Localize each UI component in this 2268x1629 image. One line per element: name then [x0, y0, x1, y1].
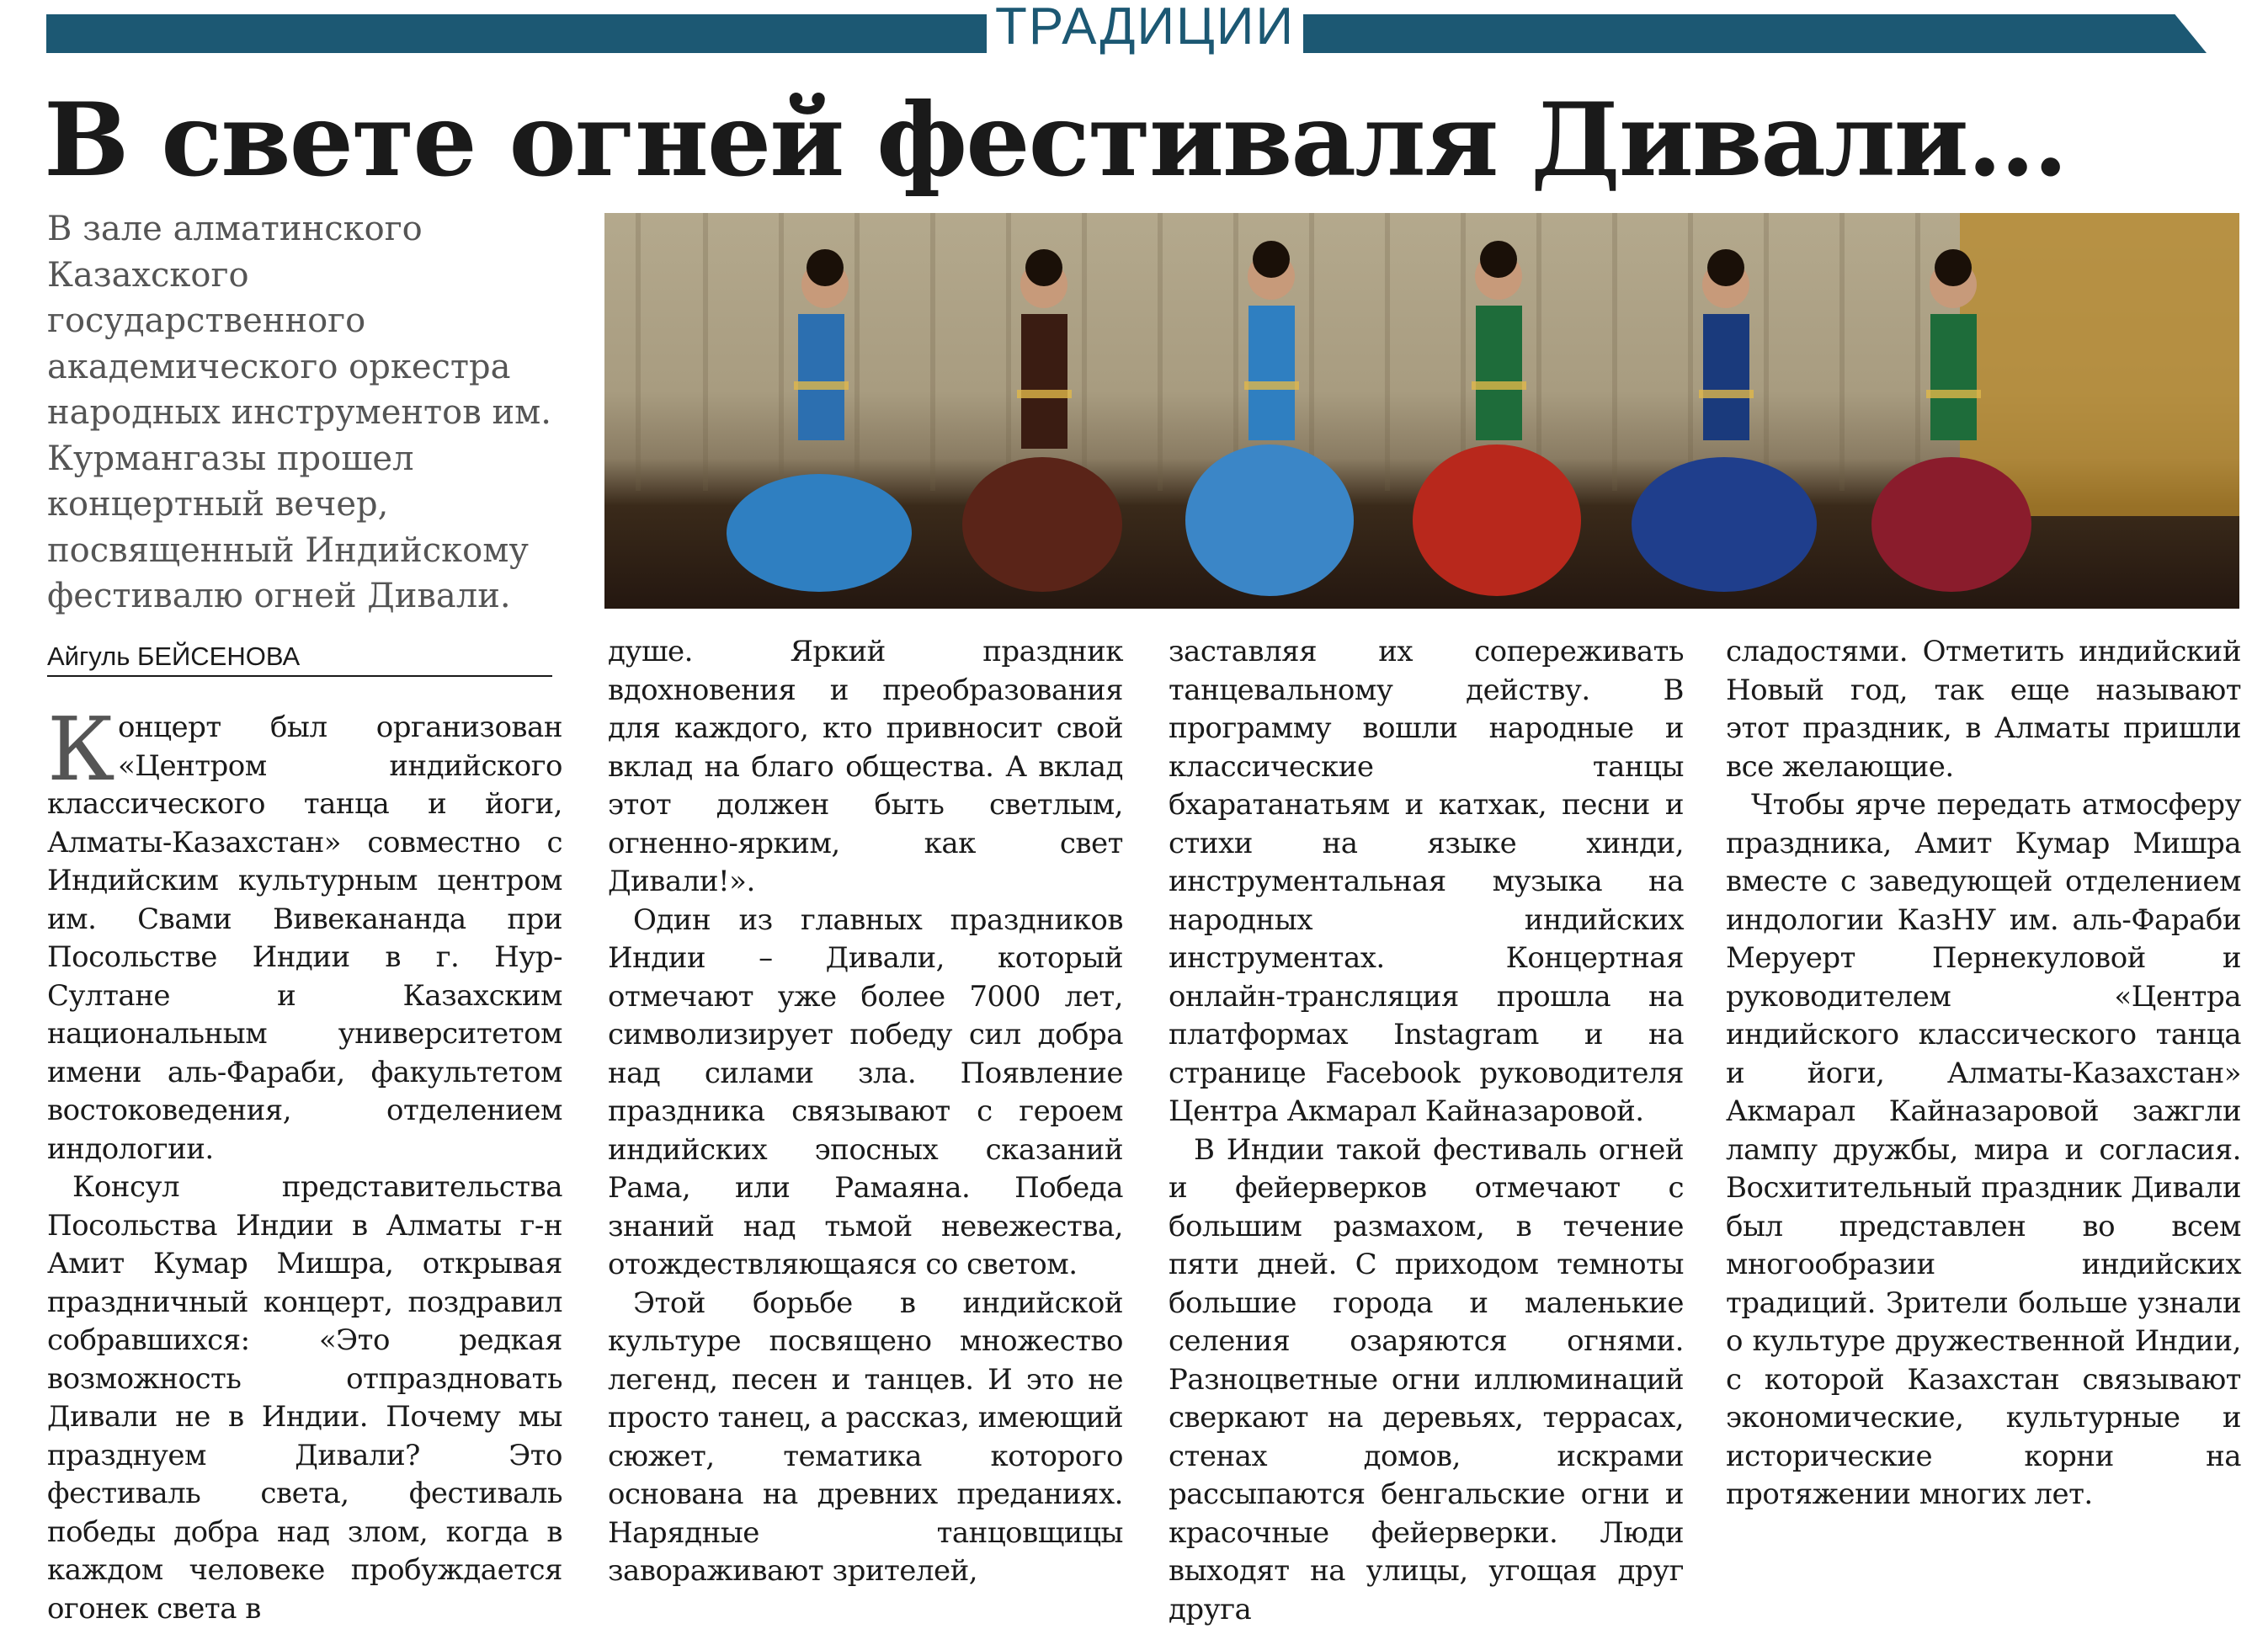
- article-lead: [47, 206, 552, 620]
- paragraph-text: онцерт был организован «Центром индийского классического танца и йоги, Алматы-Казахстан» совместно с Индийским культурным центром им. Свами Вивекананда при Посольстве Индии в г. Нур-Султане и Казахским национальным университетом имени аль-Фараби, факультетом востоковедения, отделением индологии.: [47, 711, 562, 1166]
- article-byline: Айгуль БЕЙСЕНОВА: [47, 640, 552, 677]
- rubric-bar-right: [1303, 14, 2207, 53]
- rubric-bar-left: [46, 14, 987, 53]
- article-column-1: [47, 709, 562, 1492]
- paragraph: Чтобы ярче передать атмосферу праздника, Амит Кумар Мишра вместе с заведующей отделением индологии КазНУ им. аль-Фараби Меруерт Пернекуловой и руководителем «Центра индийского классического танца и йоги, Алматы-Казахстан» Акмарал Кайназаровой зажгли лампу дружбы, мира и согласия. Восхитительный праздник Дивали был представлен во всем многообразии индийских традиций. Зрители больше узнали о культуре дружественной Индии, с которой Казахстан связывают экономические, культурные и исторические корни на протяжении многих лет.: [1726, 786, 2241, 1515]
- article-column-3: [1169, 633, 1684, 1492]
- paragraph: сладостями. Отметить индийский Новый год, так еще называют этот праздник, в Алматы пришли все желающие.: [1726, 633, 2241, 786]
- paragraph: заставляя их сопереживать танцевальному действу. В программу вошли народные и классические танцы бхаратанатьям и катхак, песни и стихи на языке хинди, инструментальная музыка на народных индийских инструментах. Концертная онлайн-трансляция прошла на платформах Instagram и на странице Facebook руководителя Центра Акмарал Кайназаровой.: [1169, 633, 1684, 1131]
- drop-cap: К: [47, 709, 118, 783]
- lead-text: В зале алматинского Казахского государственного академического оркестра народных инструментов им. Курмангазы прошел концертный вечер, посвященный Индийскому фестивалю огней Дивали.: [47, 206, 552, 620]
- article-headline: В свете огней фестиваля Дивали…: [44, 77, 2216, 204]
- paragraph: [47, 709, 562, 1169]
- article-column-2: [608, 633, 1123, 1492]
- dancers-photo-icon: [604, 213, 2239, 609]
- paragraph: В Индии такой фестиваль огней и фейерверков отмечают с большим размахом, в течение пяти дней. С приходом темноты большие города и маленькие селения озаряются огнями. Разноцветные огни иллюминаций сверкают на деревьях, террасах, стенах домов, искрами рассыпаются бенгальские огни и красочные фейерверки. Люди выходят на улицы, угощая друг друга: [1169, 1131, 1684, 1629]
- dancers-photo: [604, 213, 2239, 609]
- paragraph: Один из главных праздников Индии – Дивали, который отмечают уже более 7000 лет, символизирует победу сил добра над силами зла. Появление праздника связывают с героем индийских эпосных сказаний Рама, или Рамаяна. Победа знаний над тьмой невежества, отождествляющаяся со светом.: [608, 902, 1123, 1285]
- article-column-4: [1726, 633, 2241, 1492]
- paragraph: душе. Яркий праздник вдохновения и преобразования для каждого, кто привносит свой вклад на благо общества. А вклад этот должен быть светлым, огненно-ярким, как свет Дивали!».: [608, 633, 1123, 902]
- section-rubric: ТРАДИЦИИ: [987, 2, 1303, 52]
- paragraph: Консул представительства Посольства Индии в Алматы г-н Амит Кумар Мишра, открывая праздничный концерт, поздравил собравшихся: «Это редкая возможность отпраздновать Дивали не в Индии. Почему мы празднуем Дивали? Это фестиваль света, фестиваль победы добра над злом, когда в каждом человеке пробуждается огонек света в: [47, 1169, 562, 1628]
- paragraph: Этой борьбе в индийской культуре посвящено множество легенд, песен и танцев. И это не просто танец, а рассказ, имеющий сюжет, тематика которого основана на древних преданиях. Нарядные танцовщицы завораживают зрителей,: [608, 1285, 1123, 1591]
